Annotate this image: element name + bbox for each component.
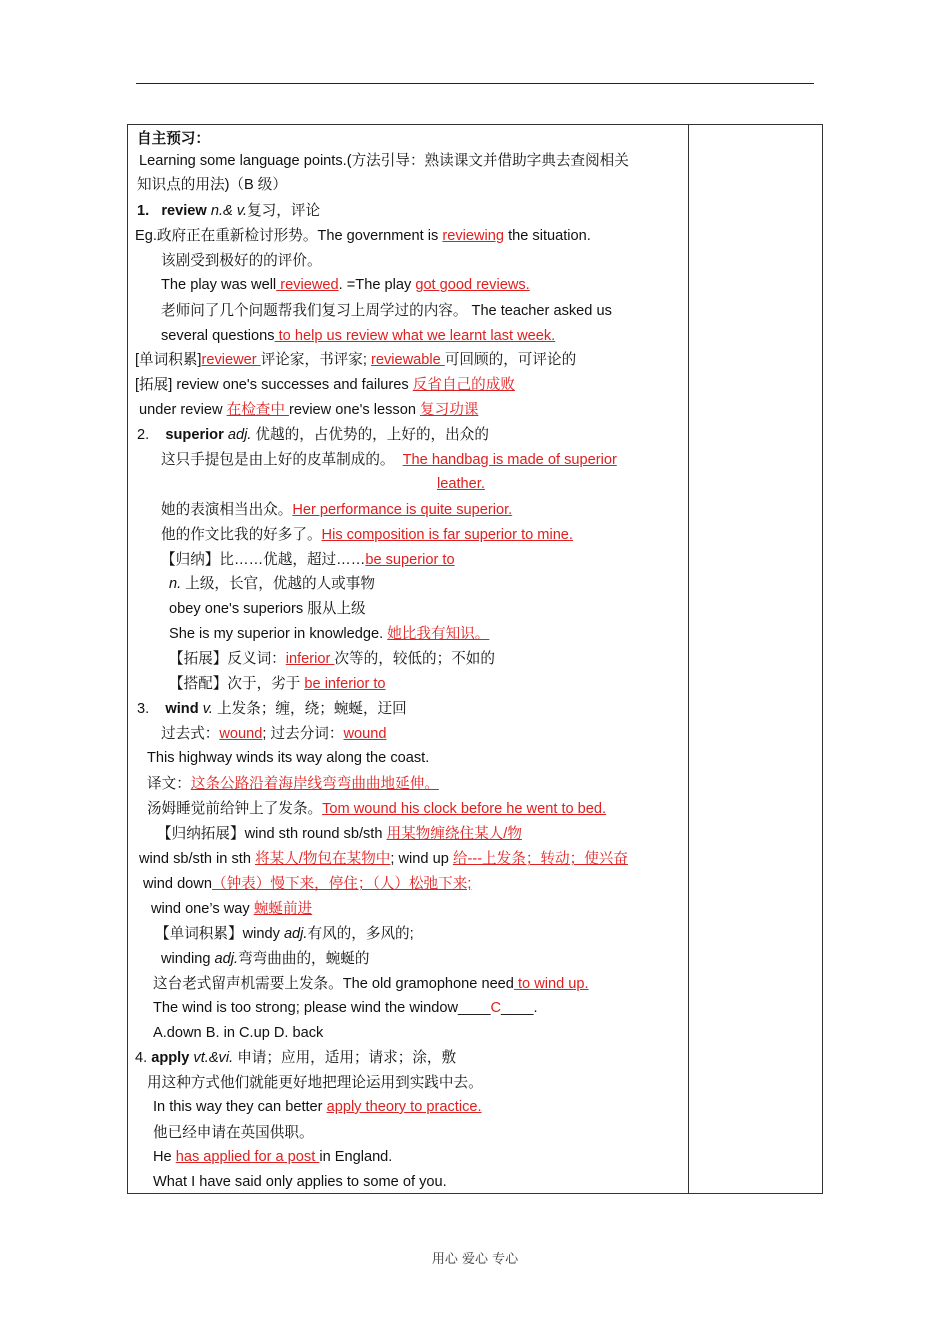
apply-title: 4. apply vt.&vi. 申请；应用，适用；请求；涂，敷 <box>135 1050 457 1066</box>
review-extension: [拓展] review one's successes and failures 反省自己的成败 <box>135 377 515 393</box>
apply-example-2-cn: 他已经申请在英国供职。 <box>153 1125 314 1141</box>
wind-in-up: wind sb/sth in sth 将某人/物包在某物中; wind up 给---上发条；转动；使兴奋 <box>139 851 628 867</box>
superior-knowledge: She is my superior in knowledge. 她比我有知识。 <box>169 626 490 642</box>
wind-question: The wind is too strong; please wind the window____C____. <box>153 1000 538 1016</box>
section-heading: 自主预习： <box>137 131 210 147</box>
superior-obey: obey one's superiors 服从上级 <box>169 601 366 617</box>
superior-example-1-cont: leather. <box>437 476 485 492</box>
wind-gramophone: 这台老式留声机需要上发条。The old gramophone need to wind up. <box>153 976 589 992</box>
superior-noun: n. 上级，长官，优越的人或事物 <box>169 576 375 592</box>
apply-example-2: He has applied for a post in England. <box>153 1149 393 1165</box>
apply-example-3: What I have said only applies to some of you. <box>153 1174 447 1190</box>
wind-forms: 过去式：wound; 过去分词：wound <box>161 726 387 742</box>
wind-highway: This highway winds its way along the coast. <box>147 750 430 766</box>
review-example-2-cn: 该剧受到极好的的评价。 <box>161 253 322 269</box>
intro-line-2: 知识点的用法)（B 级） <box>137 177 287 193</box>
review-phrases: under review 在检查中 review one's lesson 复习功课 <box>139 402 479 418</box>
superior-summary: 【归纳】比……优越，超过……be superior to <box>161 552 455 568</box>
superior-title: 2. superior adj. 优越的，占优势的，上好的，出众的 <box>137 427 489 443</box>
wind-vocab-windy: 【单词积累】windy adj.有风的，多风的; <box>155 926 414 942</box>
wind-options: A.down B. in C.up D. back <box>153 1025 324 1041</box>
apply-example-1-cn: 用这种方式他们就能更好地把理论运用到实践中去。 <box>147 1075 483 1091</box>
review-example-3-cn: 老师问了几个问题帮我们复习上周学过的内容。 The teacher asked us <box>161 303 612 319</box>
superior-example-1: 这只手提包是由上好的皮革制成的。 The handbag is made of superior <box>161 452 617 468</box>
wind-translation: 译文：这条公路沿着海岸线弯弯曲曲地延伸。 <box>147 776 439 792</box>
wind-summary: 【归纳拓展】wind sth round sb/sth 用某物缠绕住某人/物 <box>157 826 522 842</box>
review-example-1: Eg.政府正在重新检讨形势。The government is reviewing the situation. <box>135 228 591 244</box>
review-example-3: several questions to help us review what we learnt last week. <box>161 328 556 344</box>
header-rule <box>136 83 814 84</box>
superior-antonym: 【拓展】反义词：inferior 次等的，较低的；不如的 <box>169 651 495 667</box>
superior-example-2: 她的表演相当出众。Her performance is quite superior. <box>161 502 513 518</box>
review-title: 1. review n.& v.复习，评论 <box>137 203 321 219</box>
apply-example-1: In this way they can better apply theory to practice. <box>153 1099 482 1115</box>
review-example-2: The play was well reviewed. =The play got good reviews. <box>161 277 530 293</box>
page-footer: 用心 爱心 专心 <box>431 1252 519 1267</box>
wind-down: wind down（钟表）慢下来，停住；（人）松弛下来; <box>143 876 472 892</box>
wind-vocab-winding: winding adj.弯弯曲曲的，蜿蜒的 <box>161 951 370 967</box>
intro-line-1: Learning some language points.(方法引导：熟读课文并借助字典去查阅相关 <box>139 153 629 169</box>
superior-collocation: 【搭配】次于，劣于 be inferior to <box>169 676 386 692</box>
wind-title: 3. wind v. 上发条；缠，绕；蜿蜒，迂回 <box>137 701 407 717</box>
review-vocab: [单词积累]reviewer 评论家，书评家; reviewable 可回顾的，可评论的 <box>135 352 577 368</box>
superior-example-3: 他的作文比我的好多了。His composition is far superior to mine. <box>161 527 573 543</box>
wind-way: wind one’s way 蜿蜒前进 <box>151 901 313 917</box>
wind-tom: 汤姆睡觉前给钟上了发条。Tom wound his clock before he went to bed. <box>147 801 607 817</box>
table-column-divider <box>688 124 689 1194</box>
